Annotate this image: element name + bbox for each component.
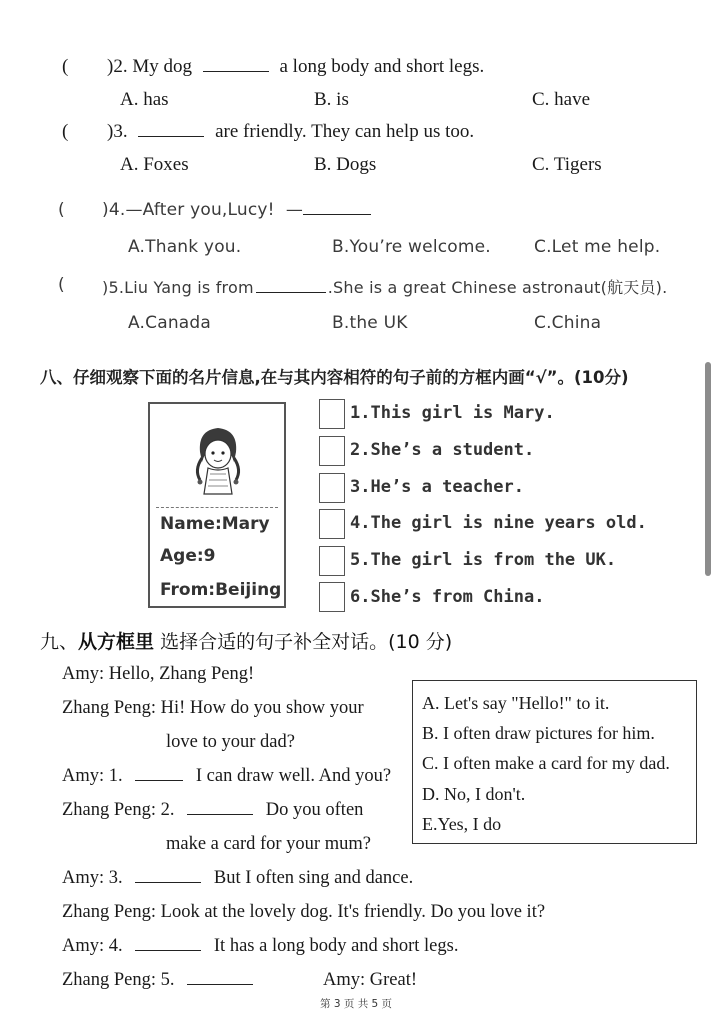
- section9-heading-bold: 从方框里: [78, 631, 155, 653]
- dialogue-line-4-speaker: Amy: 1.: [62, 766, 123, 786]
- statement-2: 2.She’s a student.: [350, 440, 535, 460]
- section9-heading-rest: 选择合适的句子补全对话。(10 分): [154, 631, 453, 653]
- q3-option-a: A. Foxes: [120, 154, 189, 175]
- dialogue-line-4: [62, 766, 391, 787]
- dialogue-line-5: [62, 800, 363, 821]
- section9-prefix: 九、: [40, 631, 79, 653]
- q3-answer-blank[interactable]: [138, 122, 204, 137]
- statement-5: 5.The girl is from the UK.: [350, 550, 617, 570]
- dialogue-line-9-rest: It has a long body and short legs.: [213, 936, 459, 956]
- dialogue-line-7-rest: But I often sing and dance.: [213, 868, 414, 888]
- statement-6-checkbox[interactable]: [319, 582, 345, 612]
- q5-stem: [102, 275, 667, 298]
- statement-6: 6.She’s from China.: [350, 587, 545, 607]
- q5-rest: .She is a great Chinese astronaut(航天员).: [327, 278, 668, 297]
- statement-4: 4.The girl is nine years old.: [350, 513, 647, 533]
- section9-heading: [40, 627, 452, 654]
- q2-paren: (: [62, 56, 69, 77]
- statement-3: 3.He’s a teacher.: [350, 477, 524, 497]
- page-footer: 第 3 页 共 5 页: [320, 998, 393, 1010]
- q2-option-a: A. has: [120, 89, 169, 110]
- section8-heading: 八、仔细观察下面的名片信息,在与其内容相符的句子前的方框内画“√”。(10分): [40, 368, 629, 387]
- q3-rest: are friendly. They can help us too.: [215, 121, 475, 142]
- q5-option-c: C.China: [534, 313, 602, 333]
- q4-option-c: C.Let me help.: [534, 237, 661, 257]
- option-b: B. I often draw pictures for him.: [422, 723, 655, 743]
- dialogue-line-10-reply: Amy: Great!: [323, 970, 418, 990]
- q2-rest: a long body and short legs.: [279, 56, 485, 77]
- card-age: Age:9: [160, 546, 216, 566]
- dialogue-blank-2[interactable]: [187, 800, 253, 815]
- q5-option-a: A.Canada: [128, 313, 212, 333]
- q4-stem: [102, 200, 371, 220]
- business-card: [148, 402, 286, 608]
- q4-option-a: A.Thank you.: [128, 237, 242, 257]
- statement-3-checkbox[interactable]: [319, 473, 345, 503]
- dialogue-blank-3[interactable]: [135, 868, 201, 883]
- q2-option-b: B. is: [314, 89, 349, 110]
- dialogue-line-4-rest: I can draw well. And you?: [195, 766, 392, 786]
- q5-paren: (: [58, 275, 65, 295]
- q3-paren: (: [62, 121, 69, 142]
- dialogue-blank-4[interactable]: [135, 936, 201, 951]
- option-c: C. I often make a card for my dad.: [422, 753, 670, 773]
- options-box: [412, 680, 697, 844]
- q5-answer-blank[interactable]: [256, 278, 326, 293]
- q2-option-c: C. have: [532, 89, 591, 110]
- card-from: From:Beijing: [160, 580, 282, 600]
- card-divider: [156, 507, 278, 508]
- dialogue-line-10: [62, 970, 261, 991]
- dialogue-line-7-speaker: Amy: 3.: [62, 868, 123, 888]
- option-d: D. No, I don't.: [422, 784, 526, 804]
- q4-answer-blank[interactable]: [303, 200, 371, 215]
- q3-number: )3.: [107, 121, 128, 142]
- statement-2-checkbox[interactable]: [319, 436, 345, 466]
- statement-1-checkbox[interactable]: [319, 399, 345, 429]
- statement-4-checkbox[interactable]: [319, 509, 345, 539]
- q5-option-b: B.the UK: [332, 313, 408, 333]
- q3-option-b: B. Dogs: [314, 154, 377, 175]
- q4-dash: —: [285, 200, 304, 220]
- dialogue-blank-1[interactable]: [135, 766, 183, 781]
- dialogue-line-5-rest: Do you often: [265, 800, 364, 820]
- dialogue-line-9-speaker: Amy: 4.: [62, 936, 123, 956]
- card-name: Name:Mary: [160, 514, 270, 534]
- dialogue-line-8: Zhang Peng: Look at the lovely dog. It's friendly. Do you love it?: [62, 902, 546, 922]
- q4-number: )4.—After you,Lucy!: [102, 200, 275, 220]
- girl-illustration-icon: [190, 422, 246, 498]
- q2-stem: [107, 56, 484, 78]
- q3-stem: [107, 121, 474, 143]
- q2-number: )2. My dog: [107, 56, 192, 77]
- q4-option-b: B.You’re welcome.: [332, 237, 491, 257]
- option-a: A. Let's say "Hello!" to it.: [422, 693, 610, 713]
- dialogue-line-2: Zhang Peng: Hi! How do you show your: [62, 698, 364, 718]
- dialogue-line-9: [62, 936, 458, 957]
- dialogue-line-3: love to your dad?: [166, 732, 295, 752]
- statement-1: 1.This girl is Mary.: [350, 403, 555, 423]
- statement-5-checkbox[interactable]: [319, 546, 345, 576]
- dialogue-line-7: [62, 868, 413, 889]
- dialogue-line-1: Amy: Hello, Zhang Peng!: [62, 664, 255, 684]
- q3-option-c: C. Tigers: [532, 154, 602, 175]
- q5-number: )5.Liu Yang is from: [102, 278, 254, 297]
- scrollbar[interactable]: [705, 362, 711, 576]
- dialogue-blank-5[interactable]: [187, 970, 253, 985]
- dialogue-line-6: make a card for your mum?: [166, 834, 371, 854]
- dialogue-line-10-speaker: Zhang Peng: 5.: [62, 970, 175, 990]
- q2-answer-blank[interactable]: [203, 57, 269, 72]
- dialogue-line-5-speaker: Zhang Peng: 2.: [62, 800, 175, 820]
- option-e: E.Yes, I do: [422, 814, 502, 834]
- q4-paren: (: [58, 200, 65, 220]
